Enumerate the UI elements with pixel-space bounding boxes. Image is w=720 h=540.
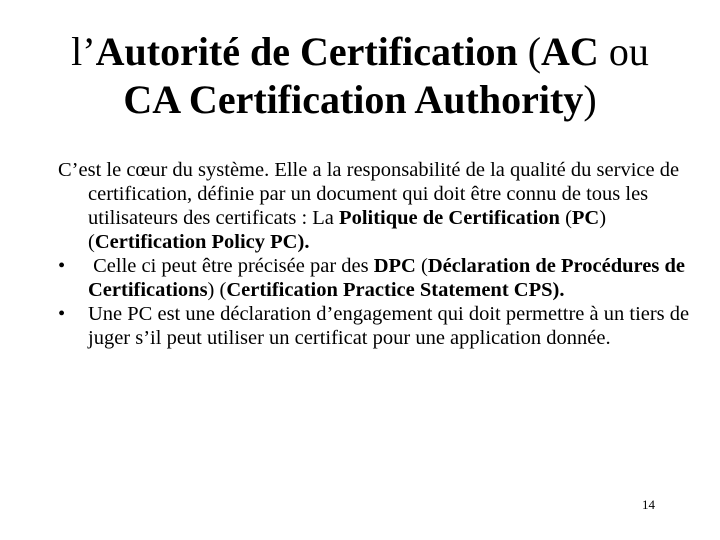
bullet-item-dpc bbox=[58, 254, 698, 302]
bullet-bold-text: Certification Practice Statement CPS). bbox=[226, 279, 565, 301]
intro-bold-text: PC bbox=[571, 207, 600, 229]
bullet-marker: • bbox=[58, 255, 66, 277]
bullet-bold-text: DPC bbox=[373, 255, 416, 277]
title-bold-text: CA Certification Authority bbox=[123, 77, 584, 122]
slide-title bbox=[20, 28, 700, 124]
bullet-item-pc bbox=[58, 302, 698, 350]
bullet-text: ) ( bbox=[207, 279, 227, 301]
bullet-bold-text: Déclaration de Procédures de Certifications bbox=[88, 255, 685, 301]
title-bold-text: AC bbox=[541, 29, 599, 74]
bullet-marker: • bbox=[58, 303, 66, 325]
title-bold-text: Autorité de Certification bbox=[95, 29, 518, 74]
intro-bold-text: Certification Policy PC). bbox=[94, 231, 310, 253]
intro-paragraph bbox=[58, 158, 698, 254]
intro-text: ( bbox=[559, 207, 572, 229]
title-text: ou bbox=[598, 29, 649, 74]
title-text: ( bbox=[517, 29, 542, 74]
intro-bold-text: Politique de Certification bbox=[339, 207, 560, 229]
page-number: 14 bbox=[642, 497, 655, 512]
intro-text: C’est le cœur du système. Elle a la responsabilité de la qualité du service de certification, définie par un document qui doit être connu de tous les utilisateurs des certificats : La bbox=[58, 159, 680, 229]
title-text: ) bbox=[583, 77, 597, 122]
intro-text: ) ( bbox=[88, 207, 607, 253]
bullet-text: Celle ci peut être précisée par des bbox=[88, 255, 374, 277]
title-line-1 bbox=[20, 28, 700, 76]
bullet-text: ( bbox=[415, 255, 428, 277]
bullet-text: Une PC est une déclaration d’engagement qui doit permettre à un tiers de juger s’il peut utiliser un certificat pour une application donnée. bbox=[88, 303, 690, 349]
title-text: l’ bbox=[71, 29, 96, 74]
slide-body bbox=[58, 158, 698, 350]
title-line-2 bbox=[20, 76, 700, 124]
